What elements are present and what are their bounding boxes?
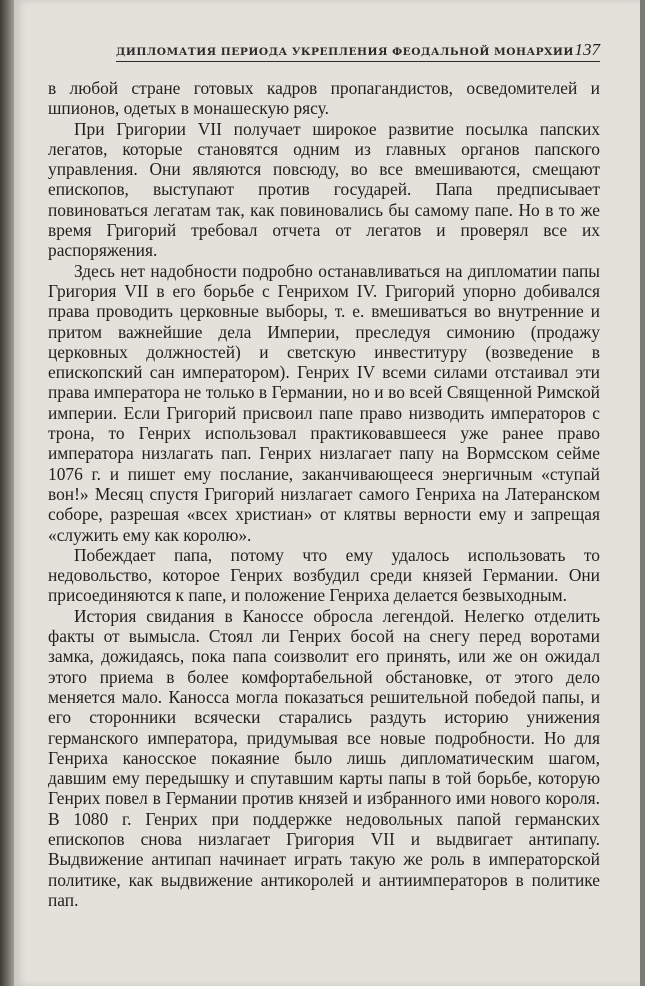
body-text	[48, 78, 600, 910]
page-number: 137	[574, 40, 600, 59]
paragraph-continuation: в любой стране готовых кадров пропагандистов, осведомителей и шпионов, одетых в монашескую рясу.	[48, 78, 600, 119]
book-page	[14, 0, 640, 986]
paragraph-pope-victory: Побеждает папа, потому что ему удалось использовать то недовольство, которое Генрих возбудил среди князей Германии. Они присоединяются к папе, и положение Генриха делается безвыходным.	[48, 544, 600, 606]
paragraph-investiture-struggle: Здесь нет надобности подробно останавливаться на дипломатии папы Григория VII в его борьбе с Генрихом IV. Григорий упорно добивался права проводить церковные выборы, т. е. вмешиваться во внутренние и притом важнейшие дела Империи, преследуя симонию (продажу церковных должностей) и светскую инвеституру (возведение в епископский сан императором). Генрих IV всеми силами отстаивал эти права императора не только в Германии, но и во всей Священной Римской империи. Если Григорий присвоил папе право низводить императоров с трона, то Генрих использовал практиковавшееся уже ранее право императора низлагать пап. Генрих низлагает папу на Вормсском сейме 1076 г. и пишет ему послание, заканчивающееся энергичным «ступай вон!» Месяц спустя Григорий низлагает самого Генриха на Латеранском соборе, разрешая «всех христиан» от клятвы верности ему и запрещая «служить ему как королю».	[48, 260, 600, 545]
paragraph-legates: При Григории VII получает широкое развитие посылка папских легатов, которые становятся одним из главных органов папского управления. Они являются повсюду, во все вмешиваются, смещают епископов, выступают против государей. Папа предписывает повиноваться легатам так, как повиновались бы самому папе. Но в то же время Григорий требовал отчета от легатов и проверял все их распоряжения.	[48, 118, 600, 261]
paragraph-canossa: История свидания в Каноссе обросла легендой. Нелегко отделить факты от вымысла. Стоял ли Генрих босой на снегу перед воротами замка, дожидаясь, пока папа соизволит его принять, или же он ожидал этого приема в более комфортабельной обстановке, от этого дело меняется мало. Каносса могла показаться решительной победой папы, и его сторонники всячески старались раздуть историю унижения германского императора, придумывая все новые подробности. Но для Генриха каносское покаяние было лишь дипломатическим шагом, давшим ему передышку и спутавшим карты папы в той борьбе, которую Генрих повел в Германии против князей и избранного ими нового короля. В 1080 г. Генрих при поддержке недовольных папой германских епископов снова низлагает Григория VII и выдвигает антипапу. Выдвижение антипап начинает играть такую же роль в императорской политике, как выдвижение антикоролей и антиимператоров в политике пап.	[48, 605, 600, 910]
book-spine-shadow	[0, 0, 14, 986]
page-header	[116, 39, 600, 62]
running-title: ДИПЛОМАТИЯ ПЕРИОДА УКРЕПЛЕНИЯ ФЕОДАЛЬНОЙ МОНАРХИИ	[116, 46, 574, 58]
